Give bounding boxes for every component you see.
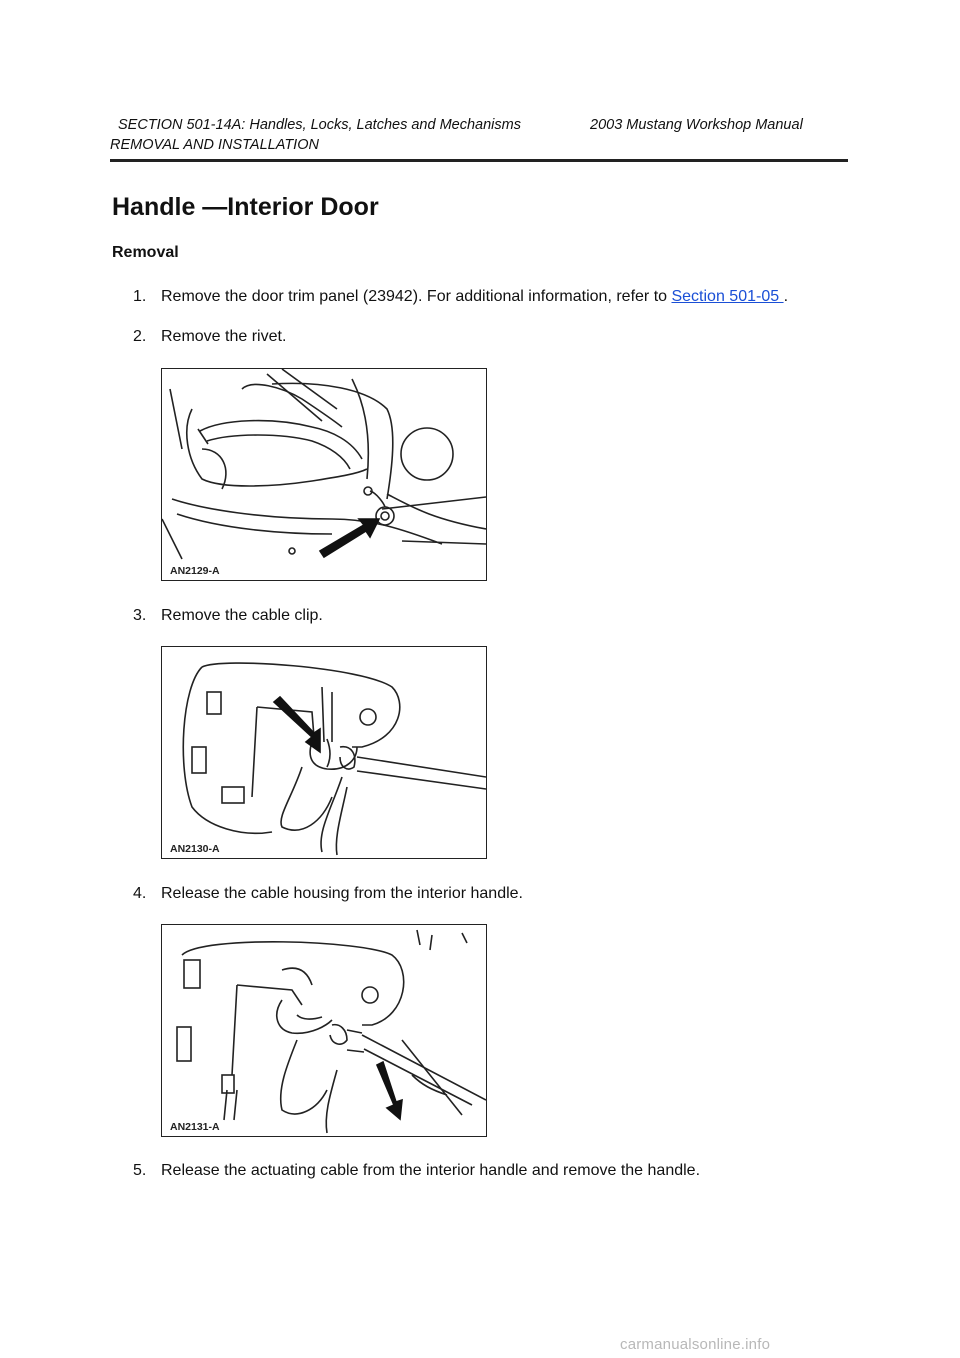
section-header: SECTION 501-14A: Handles, Locks, Latches and Mechanisms: [118, 117, 521, 133]
step-text: Release the actuating cable from the interior handle and remove the handle.: [161, 1162, 701, 1179]
step-number: 5.: [133, 1162, 147, 1179]
manual-title: 2003 Mustang Workshop Manual: [590, 117, 803, 133]
step-text: Remove the cable clip.: [161, 607, 323, 624]
figure-caption: AN2130-A: [170, 843, 220, 855]
section-subtitle: Removal: [112, 244, 179, 261]
figure-caption: AN2131-A: [170, 1121, 220, 1133]
figure-cable-housing: [161, 924, 487, 1137]
step-3: [133, 607, 323, 625]
step-2: [133, 328, 286, 346]
figure-caption: AN2129-A: [170, 565, 220, 577]
cable-housing-illustration: [162, 925, 486, 1136]
step-number: 2.: [133, 328, 147, 345]
step-text: Remove the door trim panel (23942). For additional information, refer to: [161, 288, 672, 305]
header-rule: [110, 159, 848, 162]
cable-clip-illustration: [162, 647, 486, 858]
step-number: 4.: [133, 885, 147, 902]
step-text: Remove the rivet.: [161, 328, 287, 345]
step-number: 3.: [133, 607, 147, 624]
rivet-illustration: [162, 369, 486, 580]
step-number: 1.: [133, 288, 147, 305]
step-text-end: .: [783, 288, 789, 305]
step-5: [133, 1162, 700, 1180]
watermark: carmanualsonline.info: [620, 1336, 771, 1353]
section-link[interactable]: Section 501-05: [671, 288, 784, 305]
procedure-heading: REMOVAL AND INSTALLATION: [110, 137, 319, 153]
step-4: [133, 885, 523, 903]
step-text: Release the cable housing from the interior handle.: [161, 885, 523, 902]
page-title: Handle —Interior Door: [112, 193, 379, 221]
figure-rivet: [161, 368, 487, 581]
step-1: [133, 288, 788, 306]
figure-cable-clip: [161, 646, 487, 859]
